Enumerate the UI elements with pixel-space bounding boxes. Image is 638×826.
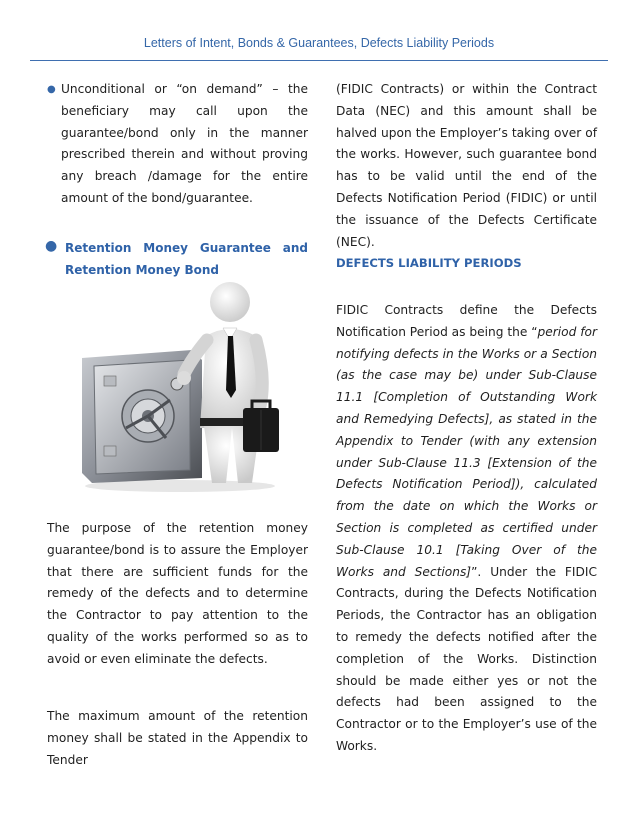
- section-title: DEFECTS LIABILITY PERIODS: [336, 256, 522, 270]
- definition-quote: period for notifying defects in the Works or a Section (as the case may be) under Sub-Clause 11.1 [Completion of Outstanding Work and Remedying Defects], as stated in the Appendix to Tender (with any extension under Sub-Clause 11.3 [Extension of the Defects Notification Period]), calculated from the date on which the Works or Section is completed as certified under Sub-Clause 10.1 [Taking Over of the Works and Sections]: [336, 324, 597, 579]
- header-rule: [30, 60, 608, 61]
- paragraph-maximum-amount: [47, 706, 308, 771]
- paragraph-fidic-definition: [336, 300, 597, 758]
- definition-tail: ”.: [471, 564, 482, 579]
- page-header: Letters of Intent, Bonds & Guarantees, Defects Liability Periods: [143, 36, 495, 50]
- bullet-item-unconditional: [47, 79, 308, 210]
- bullet-icon: ●: [47, 84, 56, 95]
- businessman-with-safe-icon: [80, 278, 285, 493]
- paragraph-text: (FIDIC Contracts) or within the Contract Data (NEC) and this amount shall be halved upon the Employer’s taking over of the works. However, such guarantee bond has to be valid until the end of the Defects Notification Period (FIDIC) or until the issuance of the Defects Certificate (NEC).: [336, 82, 597, 249]
- subheading-retention: Retention Money Guarantee and Retention Money Bond: [65, 241, 308, 277]
- bullet-item-retention: [47, 238, 308, 282]
- paragraph-text: The maximum amount of the retention money shall be stated in the Appendix to Tender: [47, 709, 308, 767]
- paragraph-continuation: [336, 79, 597, 253]
- paragraph-obligation: Under the FIDIC Contracts, during the Defects Notification Periods, the Contractor has an obligation to remedy the defects notified after the completion of the Works. Distinction should be made either yes or not the defects had been assigned to the Contractor or to the Employer’s use of the Works.: [336, 564, 597, 753]
- paragraph-text: [336, 300, 597, 758]
- bullet-text: Unconditional or “on demand” – the beneficiary may call upon the guarantee/bond only in the manner prescribed therein and without proving any breach /damage for the entire amount of the bond/guarantee.: [61, 82, 308, 205]
- paragraph-purpose: [47, 518, 308, 671]
- bullet-icon: ●: [45, 238, 58, 254]
- section-heading: [336, 253, 597, 275]
- paragraph-text: The purpose of the retention money guarantee/bond is to assure the Employer that there are sufficient funds for the remedy of the defects and to determine the Contractor to pay attention to the quality of the works performed so as to avoid or even eliminate the defects.: [47, 521, 308, 666]
- definition-lead: FIDIC Contracts define the Defects Notification Period as being the “: [336, 303, 597, 339]
